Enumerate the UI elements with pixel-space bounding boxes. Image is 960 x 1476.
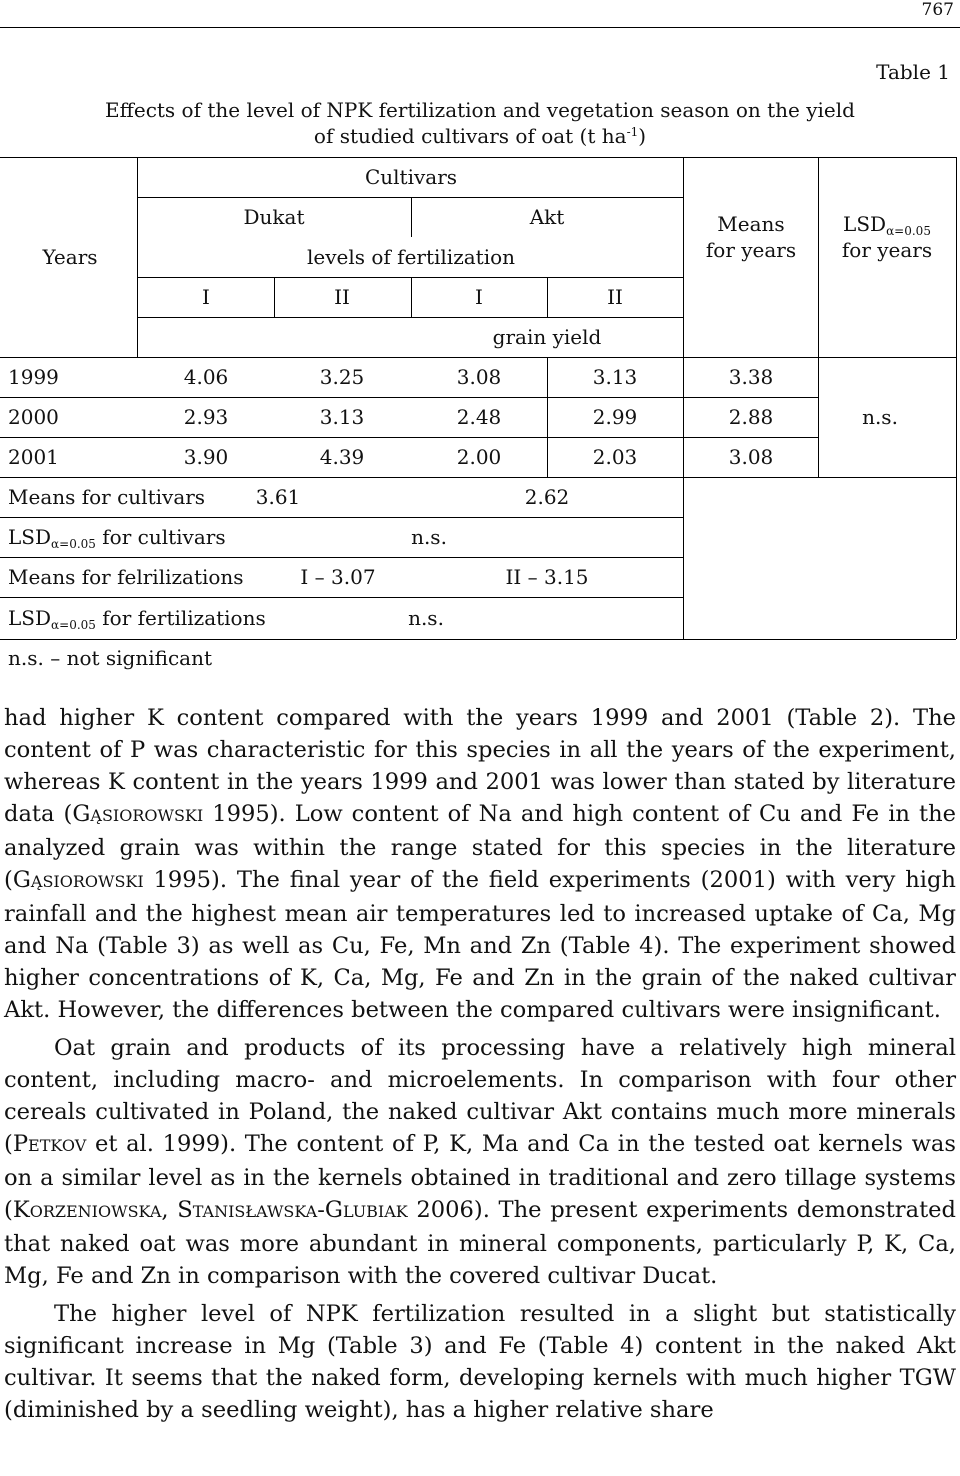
paragraph-2 (4, 1032, 956, 1292)
header-cultivars: Cultivars (364, 165, 458, 189)
author-smallcaps: TANISŁAWSKA (192, 1202, 318, 1221)
rule-row-1999 (0, 397, 818, 398)
cell-value: 3.90 (183, 445, 229, 469)
lsd-cultivars-label (8, 525, 226, 556)
header-lsd-line2: for years (841, 238, 933, 262)
lsd-text: LSD (8, 606, 52, 630)
table-footnote: n.s. – not significant (8, 646, 213, 670)
lsd-suffix: for cultivars (95, 525, 226, 549)
lsd-subscript: α=0.05 (51, 618, 96, 632)
cell-value: 3.08 (456, 365, 502, 389)
body-text (4, 702, 956, 1432)
means-fertilization-level2: II – 3.15 (505, 565, 589, 589)
row-year: 2001 (8, 445, 59, 469)
cell-value: 3.25 (319, 365, 365, 389)
lsd-years-value: n.s. (862, 405, 898, 429)
rule-lsd-cultivars (0, 557, 683, 558)
means-fertilization-label: Means for felrilizations (8, 565, 244, 589)
vline-right (956, 157, 957, 639)
means-cultivars-label: Means for cultivars (8, 485, 206, 509)
means-fertilization-level1: I – 3.07 (300, 565, 376, 589)
lsd-fertilization-label (8, 606, 266, 637)
header-akt: Akt (529, 205, 565, 229)
cell-value: 3.13 (319, 405, 365, 429)
cell-mean: 2.88 (728, 405, 774, 429)
cell-value: 2.93 (183, 405, 229, 429)
rule-top (0, 157, 956, 158)
author-smallcaps: ETKOV (28, 1136, 87, 1155)
cell-value: 2.48 (456, 405, 502, 429)
author-initial: G (12, 867, 31, 893)
author-smallcaps: ORZENIOWSKA (29, 1202, 162, 1221)
rule-header-bottom (0, 357, 956, 358)
vline-means (683, 157, 684, 477)
vline-level-3 (547, 277, 548, 317)
vline-summary-right (683, 477, 684, 639)
caption-close: ) (638, 124, 647, 148)
cell-value: 2.03 (592, 445, 638, 469)
rule-bottom (0, 639, 956, 640)
text: 2006). The present experiments demonstrated that naked oat was more abundant in mineral components, particularly P, K, Ca, Mg, Fe and Zn in comparison with the covered cultivar Ducat. (4, 1197, 956, 1289)
cell-value: 4.06 (183, 365, 229, 389)
table-caption-line1: Effects of the level of NPK fertilization and vegetation season on the yield (105, 98, 855, 122)
vline-cultivar-split (411, 197, 412, 237)
caption-text: of studied cultivars of oat (t ha (313, 124, 627, 148)
rule-row-2001 (0, 477, 956, 478)
header-grain-yield: grain yield (492, 325, 602, 349)
means-cultivars-dukat: 3.61 (255, 485, 301, 509)
header-level-i-dukat: I (202, 285, 210, 309)
header-level-ii-dukat: II (334, 285, 350, 309)
cell-value: 4.39 (319, 445, 365, 469)
author-initial: G (324, 1197, 343, 1223)
row-year: 1999 (8, 365, 59, 389)
cell-value: 2.00 (456, 445, 502, 469)
top-rule (0, 27, 960, 28)
caption-superscript: -1 (626, 125, 639, 139)
rule-level-numbers (137, 317, 683, 318)
header-years: Years (42, 245, 98, 269)
header-level-ii-akt: II (607, 285, 623, 309)
vline-lsd (818, 157, 819, 477)
author-smallcaps: ĄSIOROWSKI (30, 872, 144, 891)
author-smallcaps: LUBIAK (342, 1202, 408, 1221)
vline-data (547, 357, 548, 477)
rule-cultivars (137, 197, 683, 198)
text: et al. 1999). The content of P, K, Ma and Ca in the tested oat kernels was on a similar level as in the kernels obtained in traditional and zero tillage systems ( (4, 1131, 956, 1223)
vline-years (137, 157, 138, 357)
lsd-text: LSD (843, 212, 887, 236)
author-initial: K (12, 1197, 30, 1223)
lsd-suffix: for fertilizations (95, 606, 266, 630)
cell-mean: 3.08 (728, 445, 774, 469)
text: 1995). The final year of the field experiments (2001) with very high rainfall and the highest mean air temperatures led to increased uptake of Ca, Mg and Na (Table 3) as well as Cu, Fe, Mn and Zn (Table 4). The experiment showed higher concentrations of K, Ca, Mg, Fe and Zn in the grain of the naked cultivar Akt. However, the differences between the compared cultivars were insignificant. (4, 867, 956, 1023)
author-initial: G (72, 801, 91, 827)
author-smallcaps: ĄSIOROWSKI (90, 806, 204, 825)
rule-means-cultivars (0, 517, 683, 518)
text: Oat grain and products of its processing have a relatively high mineral content, including macro- and microelements. In comparison with four other cereals cultivated in Poland, the naked cultivar Akt contains much more minerals ( (4, 1035, 956, 1157)
page-number: 767 (921, 0, 954, 20)
text: - (317, 1197, 325, 1223)
author-initial: S (177, 1197, 193, 1223)
table-caption-line2 (0, 124, 960, 148)
lsd-cultivars-value: n.s. (411, 525, 447, 549)
text: 1995). Low content of Na and high content of Cu and Fe in the analyzed grain was within the range stated for this species in the literature ( (4, 801, 956, 893)
rule-levels (137, 277, 683, 278)
cell-value: 2.99 (592, 405, 638, 429)
lsd-subscript: α=0.05 (886, 224, 931, 238)
paragraph-3: The higher level of NPK fertilization resulted in a slight but statistically significant increase in Mg (Table 3) and Fe (Table 4) content in the naked Akt cultivar. It seems that the naked form, developing kernels with much higher TGW (diminished by a seedling weight), has a higher relative share (4, 1301, 956, 1423)
vline-level-2 (411, 277, 412, 317)
header-means-line2: for years (705, 238, 797, 262)
means-cultivars-akt: 2.62 (524, 485, 570, 509)
text: had higher K content compared with the years 1999 and 2001 (Table 2). The content of P was characteristic for this species in all the years of the experiment, whereas K content in the years 1999 and 2001 was lower than stated by literature data ( (4, 705, 956, 827)
author-initial: P (12, 1131, 29, 1157)
vline-level-1 (274, 277, 275, 317)
row-year: 2000 (8, 405, 59, 429)
paragraph-1 (4, 702, 956, 1026)
header-levels: levels of fertilization (306, 245, 516, 269)
cell-value: 3.13 (592, 365, 638, 389)
header-dukat: Dukat (243, 205, 305, 229)
rule-means-fertilization (0, 597, 683, 598)
rule-row-2000 (0, 437, 818, 438)
text: , (161, 1197, 178, 1223)
lsd-subscript: α=0.05 (51, 537, 96, 551)
lsd-fertilization-value: n.s. (408, 606, 444, 630)
header-means-line1: Means (717, 212, 785, 236)
lsd-text: LSD (8, 525, 52, 549)
header-level-i-akt: I (475, 285, 483, 309)
cell-mean: 3.38 (728, 365, 774, 389)
table-label: Table 1 (876, 60, 950, 84)
